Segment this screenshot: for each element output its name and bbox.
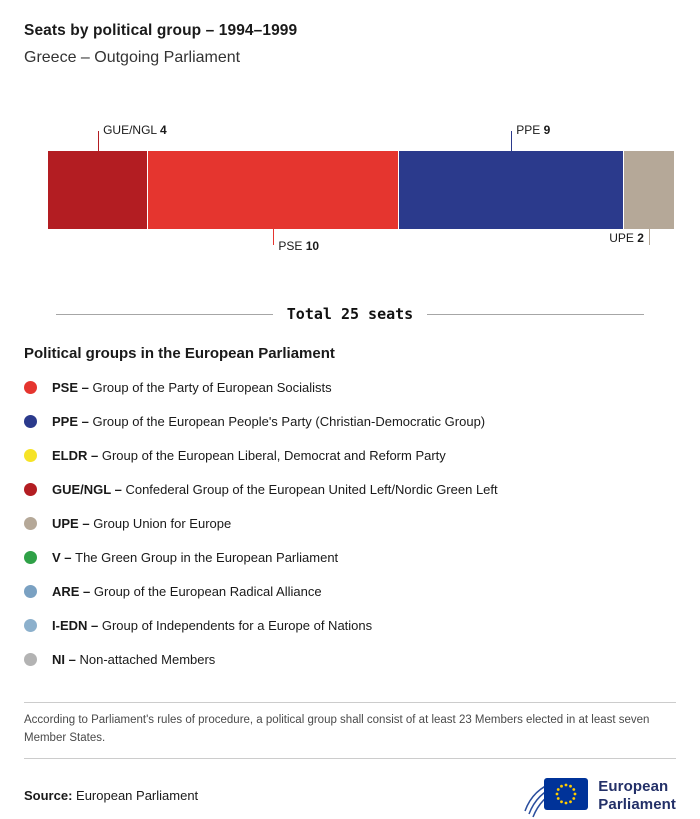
callout-label-gue-ngl: GUE/NGL 4: [103, 123, 167, 137]
legend-list: [24, 370, 676, 676]
chart-labels-bottom: [48, 229, 674, 259]
callout-tick-pse: [273, 229, 274, 245]
legend-item-are: [24, 574, 676, 608]
legend-dot-pse: [24, 381, 37, 394]
logo-text: [598, 778, 676, 813]
divider-line-right: [427, 314, 644, 315]
stacked-bar: [48, 151, 674, 229]
legend-label-upe: UPE – Group Union for Europe: [52, 515, 232, 531]
legend-dot-upe: [24, 517, 37, 530]
legend-label-ni: NI – Non-attached Members: [52, 651, 216, 667]
callout-tick-ppe: [511, 131, 512, 151]
legend-heading: Political groups in the European Parliament: [24, 345, 335, 362]
legend-item-ppe: [24, 404, 676, 438]
logo-text-line1: European: [598, 778, 669, 796]
bar-segment-pse: [148, 151, 398, 229]
bar-segment-ppe: [399, 151, 624, 229]
legend-item-eldr: [24, 438, 676, 472]
source-label: Source:: [24, 788, 73, 804]
ep-logo-icon: [524, 773, 590, 819]
legend-dot-ni: [24, 653, 37, 666]
legend-label-gue-ngl: GUE/NGL – Confederal Group of the European United Left/Nordic Green Left: [52, 481, 498, 497]
legend-label-v: V – The Green Group in the European Parliament: [52, 549, 339, 565]
seats-bar-chart: [48, 123, 674, 259]
legend-label-are: ARE – Group of the European Radical Alliance: [52, 583, 322, 599]
total-seats-label: Total 25 seats: [286, 305, 414, 323]
bar-segment-gue-ngl: [48, 151, 148, 229]
source-value: European Parliament: [76, 788, 199, 804]
legend-item-ni: [24, 642, 676, 676]
legend-dot-i-edn: [24, 619, 37, 632]
bar-segment-upe: [624, 151, 674, 229]
footnote-divider-bottom: [24, 758, 676, 759]
legend-item-pse: [24, 370, 676, 404]
total-seats-divider: [56, 305, 644, 323]
legend-dot-eldr: [24, 449, 37, 462]
legend-item-upe: [24, 506, 676, 540]
legend-dot-are: [24, 585, 37, 598]
legend-dot-gue-ngl: [24, 483, 37, 496]
legend-label-pse: PSE – Group of the Party of European Socialists: [52, 379, 332, 395]
legend-item-v: [24, 540, 676, 574]
callout-label-pse: PSE 10: [278, 239, 320, 253]
callout-tick-gue-ngl: [98, 131, 99, 151]
legend-label-i-edn: I-EDN – Group of Independents for a Europe of Nations: [52, 617, 373, 633]
source-line: [24, 788, 198, 803]
legend-dot-v: [24, 551, 37, 564]
chart-labels-top: [48, 123, 674, 151]
legend-item-gue-ngl: [24, 472, 676, 506]
legend-dot-ppe: [24, 415, 37, 428]
footnote: According to Parliament's rules of procedure, a political group shall consist of at least 23 Members elected in at least seven Member States.: [24, 714, 650, 744]
callout-tick-upe: [649, 229, 650, 245]
legend-item-i-edn: [24, 608, 676, 642]
callout-label-upe: UPE 2: [609, 231, 644, 245]
legend-label-ppe: PPE – Group of the European People's Party (Christian-Democratic Group): [52, 413, 486, 429]
logo-text-line2: Parliament: [598, 795, 676, 813]
divider-line-left: [56, 314, 273, 315]
header: [24, 22, 676, 67]
page-title: Seats by political group – 1994–1999: [24, 22, 298, 39]
legend-label-eldr: ELDR – Group of the European Liberal, Democrat and Reform Party: [52, 447, 446, 463]
footer: [24, 773, 676, 819]
page-subtitle: Greece – Outgoing Parliament: [24, 49, 241, 66]
european-parliament-logo: [524, 773, 676, 819]
callout-label-ppe: PPE 9: [516, 123, 551, 137]
